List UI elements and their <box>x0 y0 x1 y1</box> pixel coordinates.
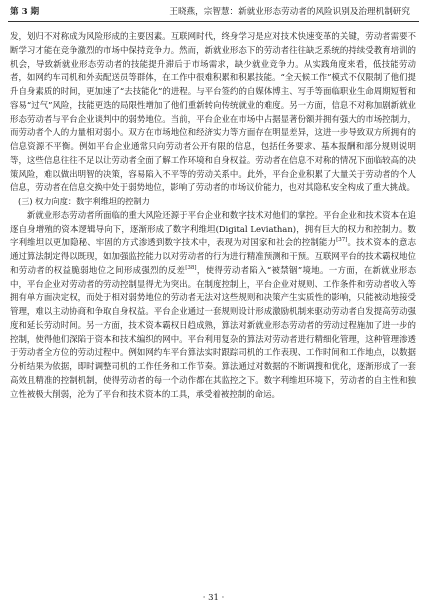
paragraph-text-part-1: 新就业形态劳动者所面临的重大风险还源于平台企业和数字技术对他们的掌控。平台企业和技术资本在追逐自身增殖的资本逻辑导向下，逐渐形成了数字利维坦(Digital Leviathan)，拥有巨大的权力和控制力。数字利维坦以更加隐秘、牢固的方式渗透到数字技术中，表现为对国家和社会的控制能力 <box>10 209 416 248</box>
issue-number: 第 3 期 <box>10 7 40 17</box>
citation-ref-38[interactable]: [38] <box>185 264 197 271</box>
section-heading-power: (三) 权力向度：数字利维坦的控制力 <box>18 196 150 206</box>
running-title: 王晓燕，宗智慧：新就业形态劳动者的风险识别及治理机制研究 <box>169 7 410 17</box>
paragraph-text-part-3: ，使得劳动者陷入“被禁锢”境地。一方面，在新就业形态中，平台企业对劳动者的劳动控制显得尤为突出。在制度控制上，平台企业对规则、工作条件和劳动者收入等拥有单方面决定权，而处于相对弱势地位的劳动者无法对这些规则和决策产生实质性的影响，只能被动地接受管理，难以主动协商和争取自身权益。平台企业通过一套规则设计形成激励机制来驱动劳动者自发提高劳动强度和延长劳动时间。另一方面，技术资本霸权日趋成熟，算法对新就业形态劳动者的劳动过程施加了进一步的控制，使得他们深陷于资本和技术编织的网中。平台利用复杂的算法对劳动者进行精细化管理，这种管理渗透于劳动者全方位的劳动过程中。例如网约车平台算法实时跟踪司机的工作表现、工作时间和工作地点，以数据分析结果为依据，即时调整司机的工作任务和工作节奏。算法通过对数据的不断调搜和优化，逐渐形成了一套高效且精准的控制机制，使得劳动者的每一个动作都在其监控之下。数字利维坦环境下，劳动者的自主性和独立性被极大削弱，沦为了平台和技术资本的工具，承受着被控制的命运。 <box>10 264 417 399</box>
header-rule <box>8 21 419 22</box>
paragraph-text-part-2: 。技术资本的意志通过算法制定得以既现，如加强监控能力以对劳动者的行为进行精准预测和干预。互联网平台的技术霸权地位和劳动者的权益脆弱地位之间形成强烈的反差 <box>10 237 417 275</box>
page-header <box>10 4 416 20</box>
page-number: · 31 · <box>202 593 225 603</box>
article-body <box>10 30 416 401</box>
citation-ref-37[interactable]: [37] <box>336 237 348 244</box>
paragraph-digital-leviathan <box>10 209 416 402</box>
paragraph-information-asymmetry: 发，划归不对称成为风险形成的主要因素。互联网时代，终身学习是应对技术快速变革的关键，劳动者需要不断学习才能在竞争激烈的市场中保持竞争力。然而，新就业形态下的劳动者往往缺乏系统的持续受教育培训的机会，导致新就业形态劳动者的技能提升滞后于市场需求，缺少就业竞争力。从实践角度来看，低技能劳动者，如网约车司机和外卖配送员等群体，在工作中很难积累和积累技能。“全天候工作”模式不仅限制了他们提升自身素质的时间，更加速了“去技能化”的进程。与平台签约的自媒体博主、写手等面临职业生命周期短暂和容易“过气”风险，技能更迭的局限性增加了他们重新转向传统就业的难度。另一方面，信息不对称加剧新就业形态劳动者与平台企业谈判中的弱势地位。当前，平台企业在市场中占据显著份额并拥有强大的市场控制力，而劳动者个人的力量相对弱小。双方在市场地位和经济实力等方面存在明显差异，这进一步导致双方所拥有的信息资源不平衡。例如平台企业通常只向劳动者公开有限的信息，包括任务要求、基本报酬和部分规则说明等，这些信息往往不足以让劳动者全面了解工作环境和自身权益。劳动者在信息不对称的情况下面临较高的决策风险，难以做出明智的决策，容易陷入不平等的劳动关系中。此外，平台企业积累了大量关于劳动者的个人信息，劳动者在信息交换中处于弱势地位，影响了劳动者的市场议价能力，也对其隐私安全构成了重大挑战。 <box>10 31 416 193</box>
